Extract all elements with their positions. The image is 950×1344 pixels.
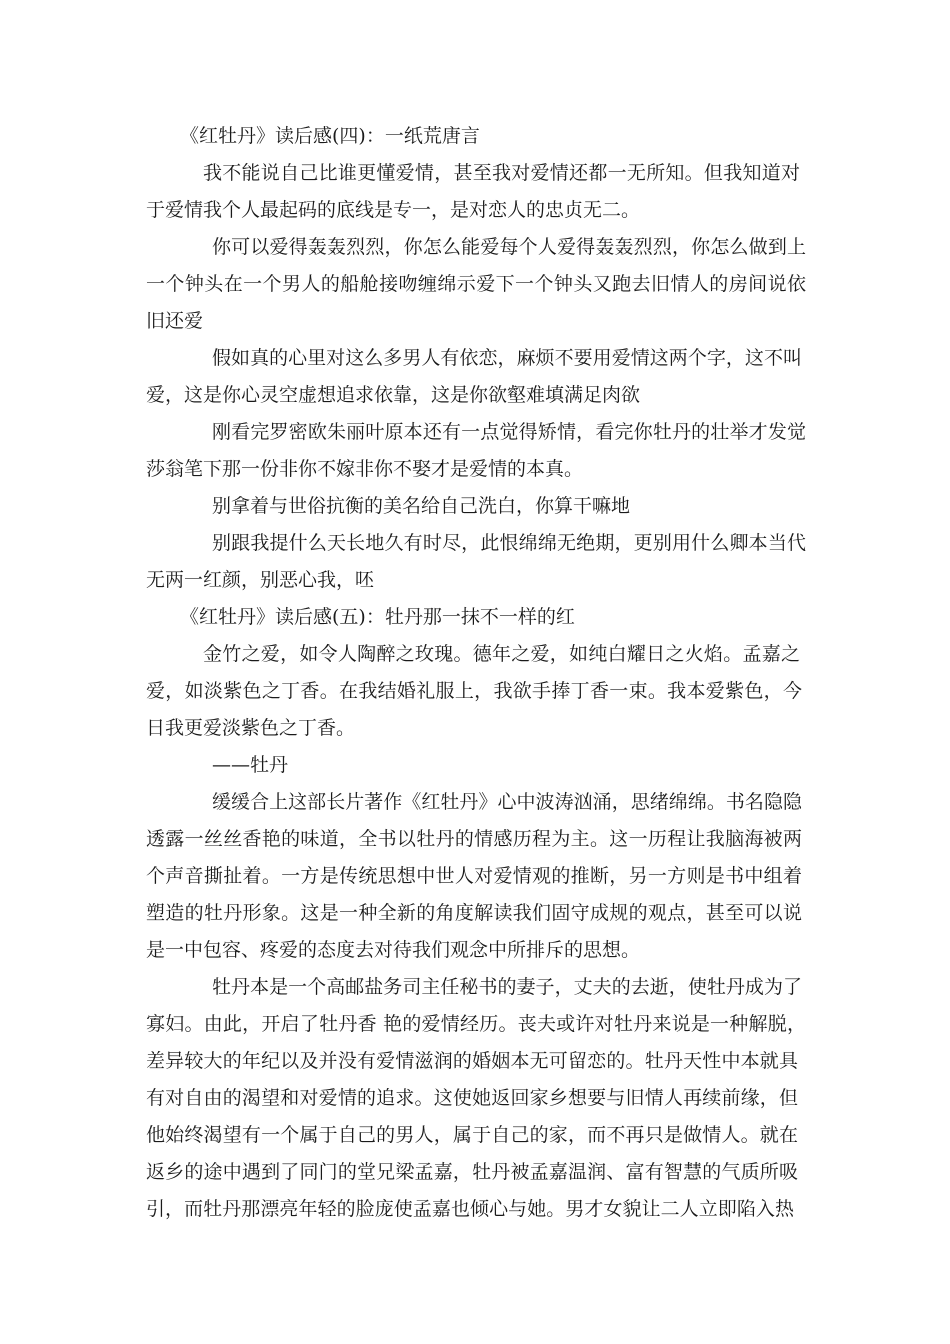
paragraph-line: 个声音撕扯着。一方是传统思想中世人对爱情观的推断，另一方则是书中组着 — [146, 865, 802, 887]
paragraph-line: 差异较大的年纪以及并没有爱情滋润的婚姻本无可留恋的。牡丹天性中本就具 — [146, 1050, 798, 1072]
paragraph-line: 有对自由的渴望和对爱情的追求。这使她返回家乡想要与旧情人再续前缘，但 — [146, 1087, 798, 1109]
paragraph-line: 莎翁笔下那一份非你不嫁非你不娶才是爱情的本真。 — [146, 458, 584, 480]
paragraph-line: 别拿着与世俗抗衡的美名给自己洗白，你算干嘛地 — [212, 495, 631, 517]
paragraph-line: 引，而牡丹那漂亮年轻的脸庞使孟嘉也倾心与她。男才女貌让二人立即陷入热 — [146, 1198, 794, 1220]
paragraph-line: 塑造的牡丹形象。这是一种全新的角度解读我们固守成规的观点，甚至可以说 — [146, 902, 802, 924]
paragraph-line: 是一中包容、疼爱的态度去对待我们观念中所排斥的思想。 — [146, 939, 641, 961]
paragraph-line: 无两一红颜，别恶心我，呸 — [146, 569, 375, 591]
quote-attribution: ——牡丹 — [212, 754, 289, 776]
paragraph-line: 寡妇。由此，开启了牡丹香 艳的爱情经历。丧夫或许对牡丹来说是一种解脱， — [146, 1013, 806, 1035]
paragraph-line: 假如真的心里对这么多男人有依恋，麻烦不要用爱情这两个字，这不叫 — [212, 347, 802, 369]
paragraph-line: 日我更爱淡紫色之丁香。 — [146, 717, 356, 739]
paragraph-line: 旧还爱 — [146, 310, 204, 332]
paragraph-line: 爱，这是你心灵空虚想追求依靠，这是你欲壑难填满足肉欲 — [146, 384, 641, 406]
paragraph-line: 你可以爱得轰轰烈烈，你怎么能爱每个人爱得轰轰烈烈，你怎么做到上 — [212, 236, 806, 258]
paragraph-line: 于爱情我个人最起码的底线是专一，是对恋人的忠贞无二。 — [146, 199, 641, 221]
paragraph-line: 一个钟头在一个男人的船舱接吻缠绵示爱下一个钟头又跑去旧情人的房间说依 — [146, 273, 806, 295]
paragraph-line: 透露一丝丝香艳的味道，全书以牡丹的情感历程为主。这一历程让我脑海被两 — [146, 828, 802, 850]
section-heading-4: 《红牡丹》读后感(四)：一纸荒唐言 — [180, 125, 480, 147]
paragraph-line: 返乡的途中遇到了同门的堂兄梁孟嘉，牡丹被孟嘉温润、富有智慧的气质所吸 — [146, 1161, 798, 1183]
paragraph-line: 别跟我提什么天长地久有时尽，此恨绵绵无绝期，更别用什么卿本当代 — [212, 532, 806, 554]
paragraph-line: 我不能说自己比谁更懂爱情，甚至我对爱情还都一无所知。但我知道对 — [203, 162, 800, 184]
paragraph-line: 牡丹本是一个高邮盐务司主任秘书的妻子，丈夫的去逝，使牡丹成为了 — [212, 976, 802, 998]
paragraph-line: 他始终渴望有一个属于自己的男人，属于自己的家，而不再只是做情人。就在 — [146, 1124, 798, 1146]
paragraph-line: 刚看完罗密欧朱丽叶原本还有一点觉得矫情，看完你牡丹的壮举才发觉 — [212, 421, 806, 443]
paragraph-line: 爱，如淡紫色之丁香。在我结婚礼服上，我欲手捧丁香一束。我本爱紫色，今 — [146, 680, 802, 702]
section-heading-5: 《红牡丹》读后感(五)：牡丹那一抹不一样的红 — [180, 606, 575, 628]
paragraph-line: 金竹之爱，如令人陶醉之玫瑰。德年之爱，如纯白耀日之火焰。孟嘉之 — [203, 643, 800, 665]
paragraph-line: 缓缓合上这部长片著作《红牡丹》心中波涛汹涌，思绪绵绵。书名隐隐 — [212, 791, 802, 813]
